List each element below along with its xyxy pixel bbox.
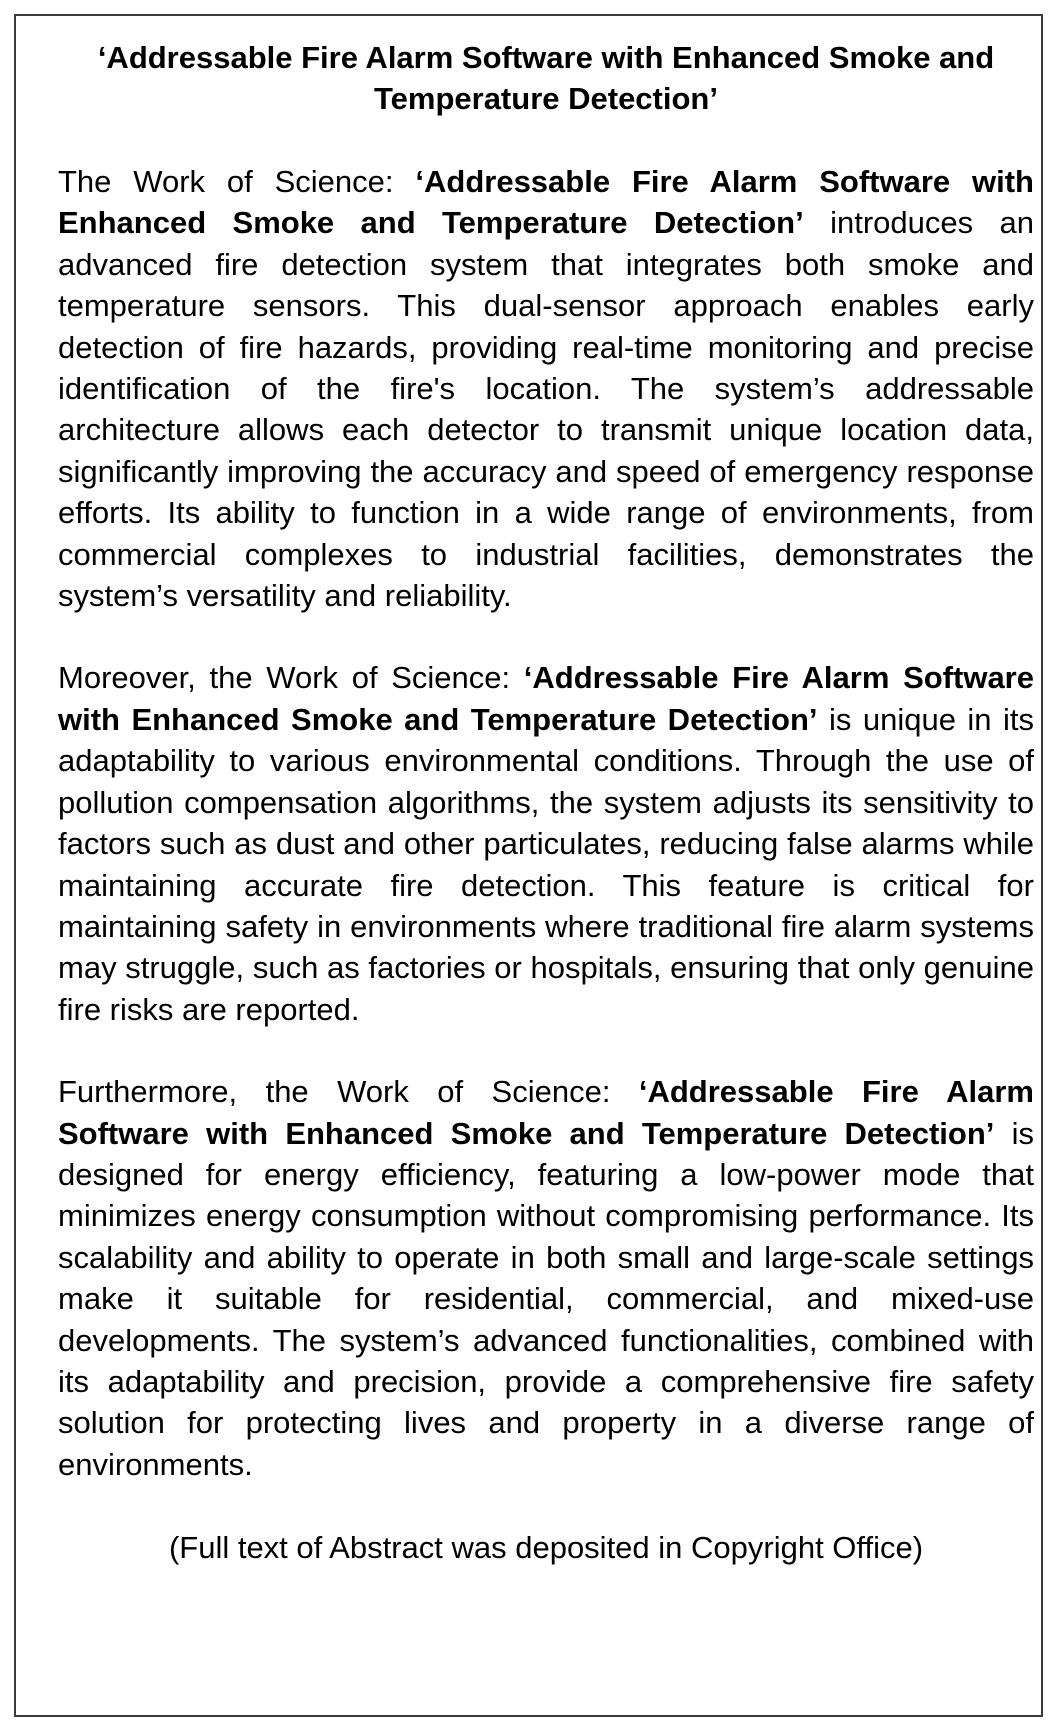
abstract-frame — [14, 14, 1043, 1717]
paragraph-1-lead: The Work of Science: — [58, 164, 416, 199]
footer-note: (Full text of Abstract was deposited in Copyright Office) — [168, 1530, 924, 1566]
paragraph-1 — [58, 161, 1034, 616]
paragraph-2-work-title: ‘Addressable Fire Alarm Software with Enhanced Smoke and Temperature Detection’ — [58, 660, 1034, 737]
paragraph-1-work-title: ‘Addressable Fire Alarm Software with Enhanced Smoke and Temperature Detection’ — [58, 164, 1034, 241]
abstract-content — [58, 30, 1034, 1568]
paragraph-2 — [58, 657, 1034, 1030]
paragraph-2-lead: Moreover, the Work of Science: — [58, 660, 524, 696]
paragraph-3-lead: Furthermore, the Work of Science: — [58, 1074, 639, 1110]
paragraph-1-body: introduces an advanced fire detection system that integrates both smoke and temperature sensors. This dual-sensor approach enables early detection of fire hazards, providing real-time monitoring and precise identification of the fire's location. The system’s addressable architecture allows each detector to transmit unique location data, significantly improving the accuracy and speed of emergency response efforts. Its ability to function in a wide range of environments, from commercial complexes to industrial facilities, demonstrates the system’s versatility and reliability. — [58, 205, 1034, 614]
paragraph-3-body: is designed for energy efficiency, featuring a low-power mode that minimizes energy consumption without compromising performance. Its scalability and ability to operate in both small and large-scale settings make it suitable for residential, commercial, and mixed-use developments. The system’s advanced functionalities, combined with its adaptability and precision, provide a comprehensive fire safety solution for protecting lives and property in a diverse range of environments. — [58, 1115, 1034, 1482]
document-title: ‘Addressable Fire Alarm Software with Enhanced Smoke and Temperature Detection’ — [97, 40, 995, 116]
paragraph-3 — [58, 1071, 1034, 1485]
paragraph-3-work-title: ‘Addressable Fire Alarm Software with Enhanced Smoke and Temperature Detection’ — [58, 1074, 1034, 1151]
paragraph-2-body: is unique in its adaptability to various environmental conditions. Through the use of pollution compensation algorithms, the system adjusts its sensitivity to factors such as dust and other particulates, reducing false alarms while maintaining accurate fire detection. This feature is critical for maintaining safety in environments where traditional fire alarm systems may struggle, such as factories or hospitals, ensuring that only genuine fire risks are reported. — [58, 701, 1034, 1027]
